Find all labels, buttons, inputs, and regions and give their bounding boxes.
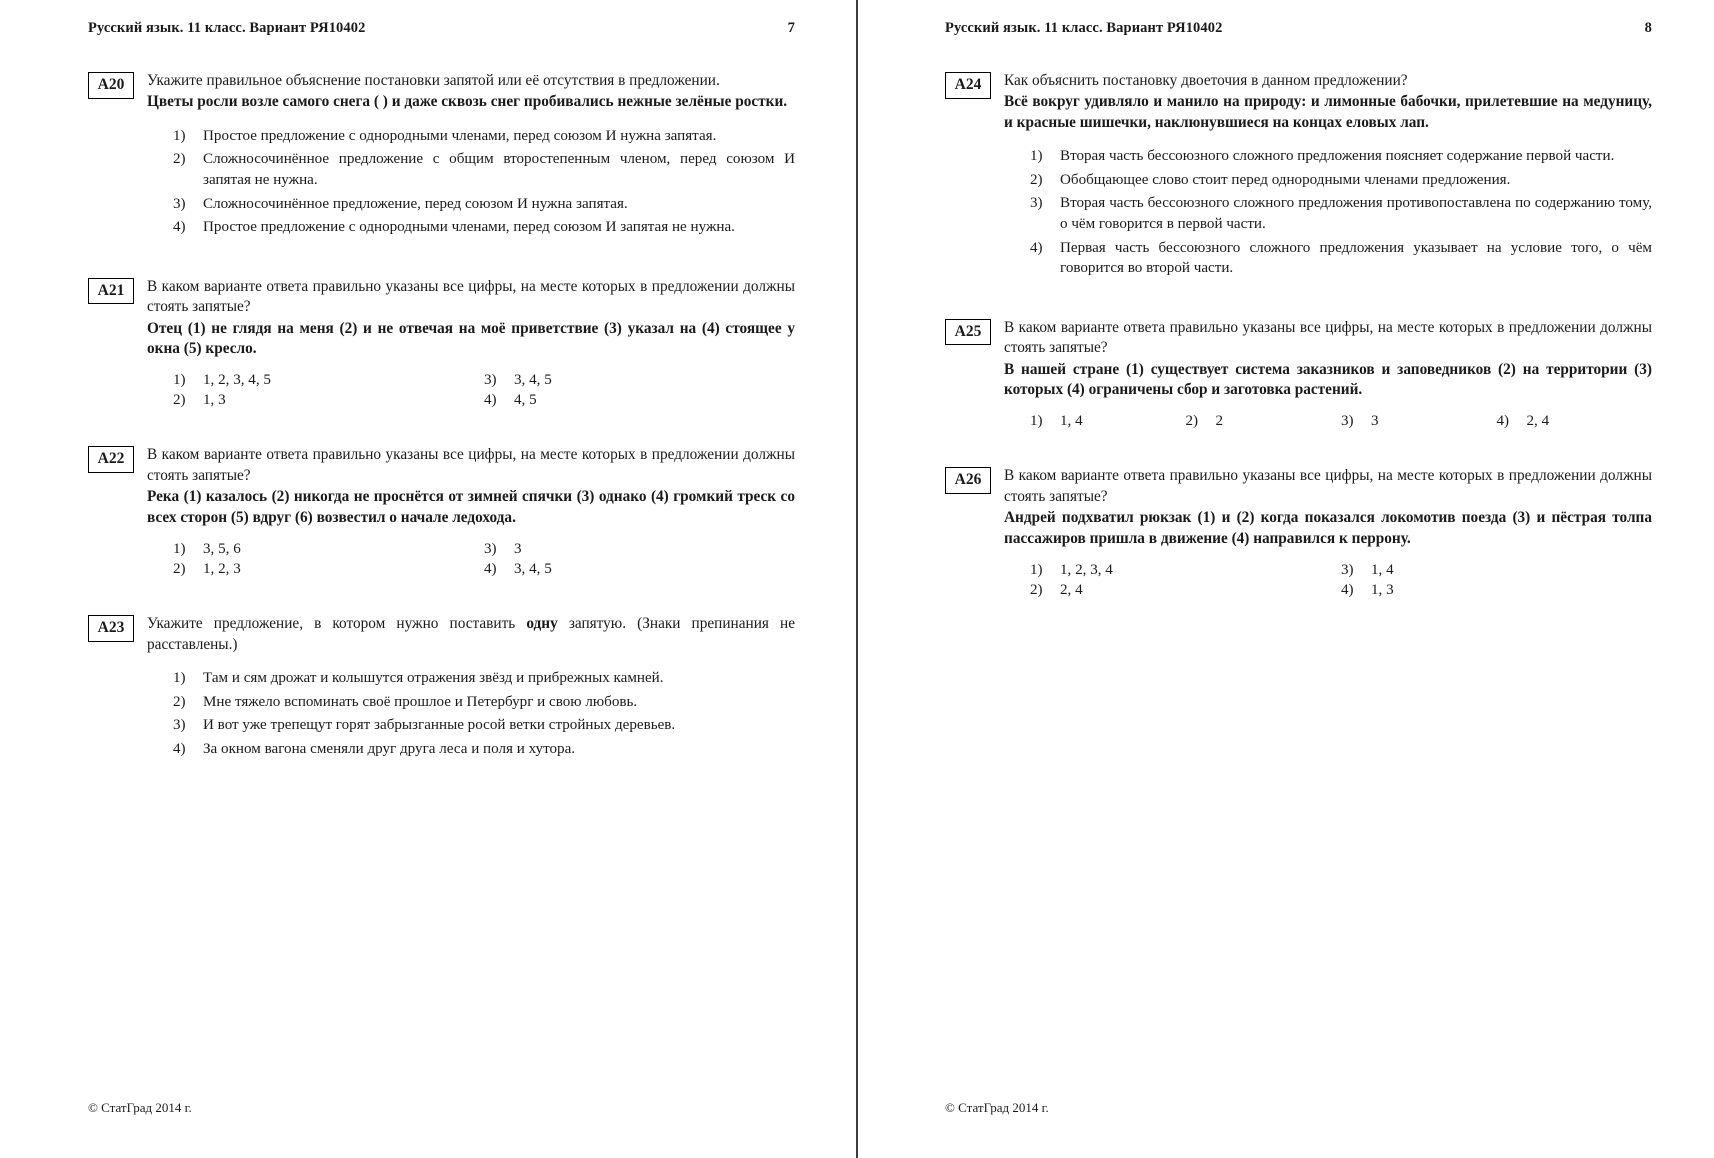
option-number: 2) (173, 693, 186, 710)
task-code-a20: A20 (88, 72, 134, 99)
option-text: Обобщающее слово стоит перед однородными членами предложения. (1060, 171, 1511, 188)
answer-text: 3, 4, 5 (514, 372, 552, 389)
task-sentence-a22: Река (1) казалось (2) никогда не проснётся от зимней спячки (3) однако (4) громкий треск со всех сторон (5) вдруг (6) возвестил о начале ледохода. (147, 488, 795, 526)
task-sentence-a26: Андрей подхватил рюкзак (1) и (2) когда показался локомотив поезда (3) и пёстрая толпа пассажиров пришла в движение (4) направился к перрону. (1004, 509, 1652, 547)
answer-text: 1, 3 (203, 392, 226, 409)
task-code-a22: A22 (88, 446, 134, 473)
option-text: Первая часть бессоюзного сложного предложения указывает на условие того, о чём говорится во второй части. (1060, 239, 1652, 277)
answer-item[interactable] (173, 561, 484, 578)
option-item[interactable] (1030, 146, 1652, 167)
answer-item[interactable] (1341, 562, 1652, 579)
answer-item[interactable] (484, 541, 795, 558)
option-text: Там и сям дрожат и колышутся отражения звёзд и прибрежных камней. (203, 670, 664, 687)
answer-number: 1) (1030, 562, 1043, 579)
answer-number: 4) (484, 392, 497, 409)
answer-number: 2) (173, 392, 186, 409)
page-number-right: 8 (1644, 20, 1652, 36)
option-item[interactable] (173, 126, 795, 147)
answer-text: 1, 2, 3 (203, 561, 241, 578)
answer-text: 3, 4, 5 (514, 561, 552, 578)
task-a20 (88, 71, 795, 241)
option-item[interactable] (1030, 193, 1652, 234)
task-answers-a25 (1030, 413, 1652, 430)
task-prompt-a25: В каком варианте ответа правильно указаны все цифры, на месте которых в предложении должны стоять запятые? (1004, 318, 1652, 357)
option-item[interactable] (1030, 238, 1652, 279)
option-text: Простое предложение с однородными членами, перед союзом И нужна запятая. (203, 127, 717, 144)
answer-item[interactable] (484, 561, 795, 578)
page-right (857, 0, 1714, 1158)
task-prompt-a26: В каком варианте ответа правильно указаны все цифры, на месте которых в предложении должны стоять запятые? (1004, 467, 1652, 505)
answer-number: 3) (484, 372, 497, 389)
answer-number: 3) (484, 541, 497, 558)
option-item[interactable] (173, 692, 795, 713)
answer-number: 4) (1341, 582, 1354, 599)
option-text: Вторая часть бессоюзного сложного предложения поясняет содержание первой части. (1060, 148, 1615, 165)
task-prompt-a21: В каком варианте ответа правильно указаны все цифры, на месте которых в предложении должны стоять запятые? (147, 277, 795, 316)
answer-text: 2, 4 (1526, 413, 1550, 430)
task-a21 (88, 277, 795, 410)
answer-item[interactable] (1497, 413, 1653, 430)
task-body-a23 (147, 614, 795, 762)
answer-text: 1, 4 (1060, 413, 1083, 430)
answer-text: 1, 2, 3, 4 (1060, 562, 1113, 579)
task-sentence-a24: Всё вокруг удивляло и манило на природу: и лимонные бабочки, прилетевшие на медуницу, и красные шишечки, наклюнувшиеся на концах еловых лап. (1004, 93, 1652, 131)
option-number: 1) (173, 670, 186, 687)
task-body-a22 (147, 445, 795, 578)
option-item[interactable] (173, 668, 795, 689)
option-item[interactable] (173, 217, 795, 238)
answer-text: 1, 4 (1371, 562, 1394, 579)
answer-text: 3 (514, 541, 522, 558)
answer-item[interactable] (1030, 413, 1186, 430)
answer-text: 1, 2, 3, 4, 5 (203, 372, 271, 389)
answer-number: 1) (173, 372, 186, 389)
task-sentence-a20: Цветы росли возле самого снега ( ) и даже сквозь снег пробивались нежные зелёные ростки. (147, 93, 788, 111)
option-number: 4) (173, 219, 186, 236)
answer-text: 3 (1371, 413, 1379, 430)
task-body-a26 (1004, 466, 1652, 599)
task-sentence-a25: В нашей стране (1) существует система заказников и заповедников (2) на территории (3) которых (4) ограничены сбор и заготовка растений. (1004, 360, 1652, 398)
task-prompt-a24: Как объяснить постановку двоеточия в данном предложении? (1004, 72, 1408, 89)
header-title-left: Русский язык. 11 класс. Вариант РЯ10402 (88, 20, 366, 36)
answer-item[interactable] (484, 392, 795, 409)
task-code-a25: A25 (945, 319, 991, 346)
option-item[interactable] (173, 194, 795, 215)
task-body-a25 (1004, 318, 1652, 431)
answer-item[interactable] (484, 372, 795, 389)
header-title-right: Русский язык. 11 класс. Вариант РЯ10402 (945, 20, 1223, 36)
footer-right: © СтатГрад 2014 г. (945, 1100, 1049, 1115)
answer-item[interactable] (1030, 582, 1341, 599)
task-answers-a22 (173, 541, 795, 578)
footer-left: © СтатГрад 2014 г. (88, 1100, 192, 1115)
task-code-a21: A21 (88, 278, 134, 305)
answer-item[interactable] (173, 372, 484, 389)
page-header-left (88, 20, 795, 37)
answer-text: 4, 5 (514, 392, 537, 409)
task-options-a20 (147, 126, 795, 238)
page-header-right (945, 20, 1652, 37)
answer-item[interactable] (173, 541, 484, 558)
option-text: Сложносочинённое предложение, перед союзом И нужна запятая. (203, 195, 628, 212)
option-number: 1) (173, 127, 186, 144)
option-item[interactable] (173, 739, 795, 760)
option-text: Вторая часть бессоюзного сложного предложения противопоставлена по содержанию тому, о чём говорится в первой части. (1060, 195, 1652, 232)
task-a26 (945, 466, 1652, 599)
task-options-a23 (147, 668, 795, 759)
option-item[interactable] (173, 149, 795, 190)
task-prompt-a22: В каком варианте ответа правильно указаны все цифры, на месте которых в предложении должны стоять запятые? (147, 446, 795, 484)
task-code-a23: A23 (88, 615, 134, 642)
task-a25 (945, 318, 1652, 431)
option-number: 2) (173, 151, 186, 168)
answer-item[interactable] (1341, 582, 1652, 599)
option-text: Сложносочинённое предложение с общим второстепенным членом, перед союзом И запятая не нужна. (203, 151, 795, 188)
task-code-a26: A26 (945, 467, 991, 494)
task-body-a21 (147, 277, 795, 410)
option-item[interactable] (173, 715, 795, 736)
option-text: Мне тяжело вспоминать своё прошлое и Петербург и свою любовь. (203, 693, 638, 710)
answer-number: 1) (1030, 413, 1043, 430)
answer-text: 3, 5, 6 (203, 541, 241, 558)
answer-number: 2) (1030, 582, 1043, 599)
option-text: Простое предложение с однородными членами, перед союзом И запятая не нужна. (203, 219, 735, 236)
option-text: За окном вагона сменяли друг друга леса и поля и хутора. (203, 740, 576, 757)
option-number: 4) (173, 740, 186, 757)
option-number: 3) (1030, 195, 1043, 212)
answer-number: 2) (1185, 413, 1199, 430)
task-body-a20 (147, 71, 795, 241)
option-number: 2) (1030, 171, 1043, 188)
answer-number: 3) (1341, 413, 1354, 430)
task-answers-a21 (173, 372, 795, 409)
task-answers-a26 (1030, 562, 1652, 599)
option-number: 1) (1030, 148, 1043, 165)
answer-item[interactable] (1341, 413, 1497, 430)
task-body-a24 (1004, 71, 1652, 282)
answer-text: 1, 3 (1371, 582, 1394, 599)
option-number: 3) (173, 717, 186, 734)
task-a23 (88, 614, 795, 762)
option-item[interactable] (1030, 170, 1652, 191)
answer-text: 2 (1215, 413, 1224, 430)
task-options-a24 (1004, 146, 1652, 278)
task-a22 (88, 445, 795, 578)
option-number: 3) (173, 195, 186, 212)
option-number: 4) (1030, 239, 1043, 256)
answer-number: 4) (1496, 413, 1510, 430)
answer-number: 3) (1341, 562, 1354, 579)
task-sentence-a21: Отец (1) не глядя на меня (2) и не отвечая на моё приветствие (3) указал на (4) стоящее у окна (5) кресло. (147, 319, 795, 357)
answer-item[interactable] (173, 392, 484, 409)
page-number-left: 7 (787, 20, 795, 36)
task-prompt-a23: Укажите предложение, в котором нужно поставить одну запятую. (Знаки препинания не расставлены.) (147, 615, 795, 653)
task-prompt-a20: Укажите правильное объяснение постановки запятой или её отсутствия в предложении. (147, 72, 720, 89)
option-text: И вот уже трепещут горят забрызганные росой ветки стройных деревьев. (203, 717, 676, 734)
answer-number: 1) (173, 541, 186, 558)
answer-item[interactable] (1030, 562, 1341, 579)
answer-text: 2, 4 (1060, 582, 1083, 599)
answer-item[interactable] (1186, 413, 1342, 430)
task-code-a24: A24 (945, 72, 991, 99)
answer-number: 2) (173, 561, 186, 578)
task-a24 (945, 71, 1652, 282)
answer-number: 4) (484, 561, 497, 578)
